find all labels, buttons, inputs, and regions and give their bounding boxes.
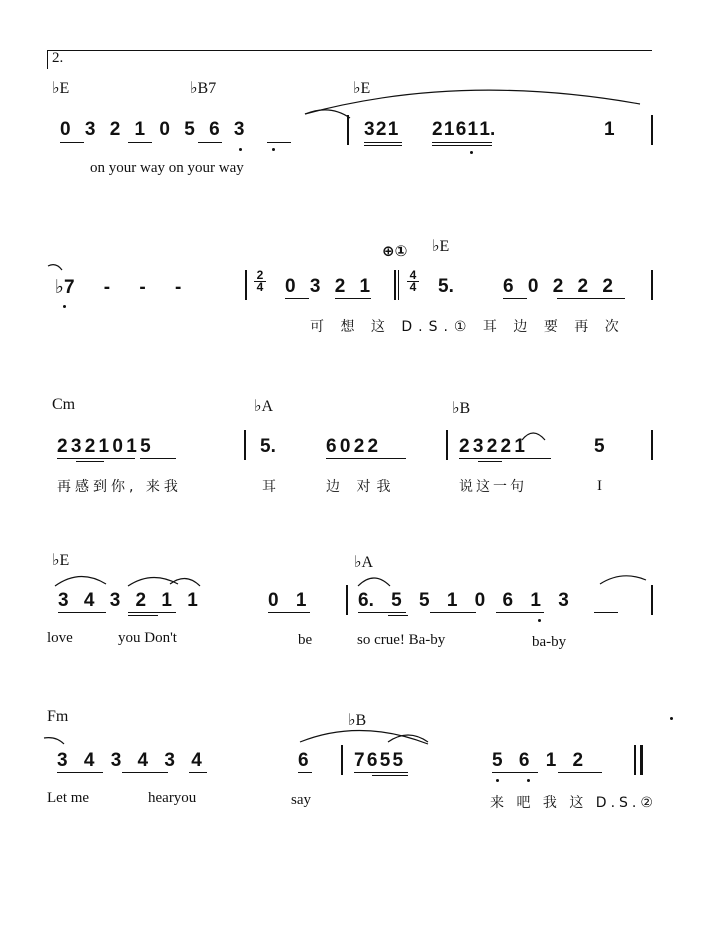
slur: [358, 578, 390, 586]
notes-s5-m1: 3 4 3 4 3 4: [57, 750, 202, 771]
time-signature-4-4: 4 4: [407, 270, 419, 293]
notes-s1-m2b: 2 1 6 1 1.: [432, 119, 496, 140]
lyrics-line-5d: 来 吧 我 这 D.S.②: [490, 795, 657, 811]
notes-s1-m2c: 1: [604, 119, 615, 140]
lyrics-line-4b: you Don't: [118, 630, 177, 646]
volta-label: 2.: [52, 50, 64, 66]
chord-eb-4: ♭E: [52, 552, 70, 569]
lyrics-line-3b: 耳: [262, 479, 282, 495]
notes-s3-m2b: 6 0 2 2: [326, 436, 379, 457]
notes-s4-m1: 3 4 3 2 1 1: [58, 590, 198, 611]
chord-bb: ♭B: [452, 400, 471, 417]
chord-ab-2: ♭A: [354, 554, 374, 571]
notes-s5-m2a: 7 6 5 5: [354, 750, 404, 771]
lyrics-line-3e: I: [597, 478, 602, 494]
slur: [300, 730, 428, 744]
chord-eb-2: ♭E: [353, 80, 371, 97]
slur: [44, 738, 64, 744]
notes-s4-m2: 6. 5 5 1 0 6 1 3: [358, 590, 569, 611]
lyrics-line-3a: 再感到你, 来我: [57, 479, 182, 495]
slur: [305, 110, 350, 118]
lyrics-line-4e: ba-by: [532, 634, 567, 650]
chord-bb7: ♭B7: [190, 80, 217, 97]
lyrics-line-4a: love: [47, 630, 73, 646]
notes-s3-m3a: 2 3 2 2 1: [459, 436, 525, 457]
lyrics-line-4c: be: [298, 632, 313, 648]
notes-s2-m2: 0 3 2 1: [285, 276, 371, 297]
coda-mark: ⊕①: [382, 243, 408, 260]
lyrics-line-3d: 说这一句: [459, 479, 527, 495]
slur: [48, 265, 62, 270]
notes-s5-m2b: 5 6 1 2: [492, 750, 584, 771]
notes-s1-m1: 0 3 2 1 0 5 6 3: [60, 119, 245, 140]
slur: [305, 90, 640, 114]
notes-s3-m3b: 5: [594, 436, 605, 457]
chord-bb-2: ♭B: [348, 712, 367, 729]
lyrics-line-5b: hearyou: [148, 790, 197, 806]
notes-s2-m3b: 6 0 2 2 2: [503, 276, 613, 297]
slur: [600, 576, 646, 584]
lyrics-line-4d: so crue! Ba-by: [357, 632, 446, 648]
lyrics-line-1: on your way on your way: [90, 160, 244, 176]
notes-s3-m2a: 5.: [260, 436, 276, 457]
chord-ab: ♭A: [254, 398, 274, 415]
chord-eb: ♭E: [52, 80, 70, 97]
notes-s1-m2a: 3 2 1: [364, 119, 399, 140]
slur: [522, 433, 545, 440]
chord-fm: Fm: [47, 708, 69, 725]
notes-s4-m1b: 0 1: [268, 590, 307, 611]
lyrics-line-5a: Let me: [47, 790, 90, 806]
lyrics-line-3c: 边 对我: [326, 479, 397, 495]
time-signature-2-4: 2 4: [254, 270, 266, 293]
notes-s3-m1: 2 3 2 1 0 1 5: [57, 436, 151, 457]
notes-s2-m3a: 5.: [438, 276, 454, 297]
notes-s2-m1: ♭7 - - -: [55, 277, 182, 298]
slur: [55, 576, 106, 586]
chord-eb-3: ♭E: [432, 238, 450, 255]
notes-s5-m1b: 6: [298, 750, 309, 771]
lyrics-line-2: 可 想 这 D.S.① 耳 边 要 再 次: [310, 319, 625, 335]
chord-cm: Cm: [52, 396, 76, 413]
lyrics-line-5c: say: [291, 792, 311, 808]
slur: [128, 577, 178, 586]
slur: [388, 735, 428, 742]
